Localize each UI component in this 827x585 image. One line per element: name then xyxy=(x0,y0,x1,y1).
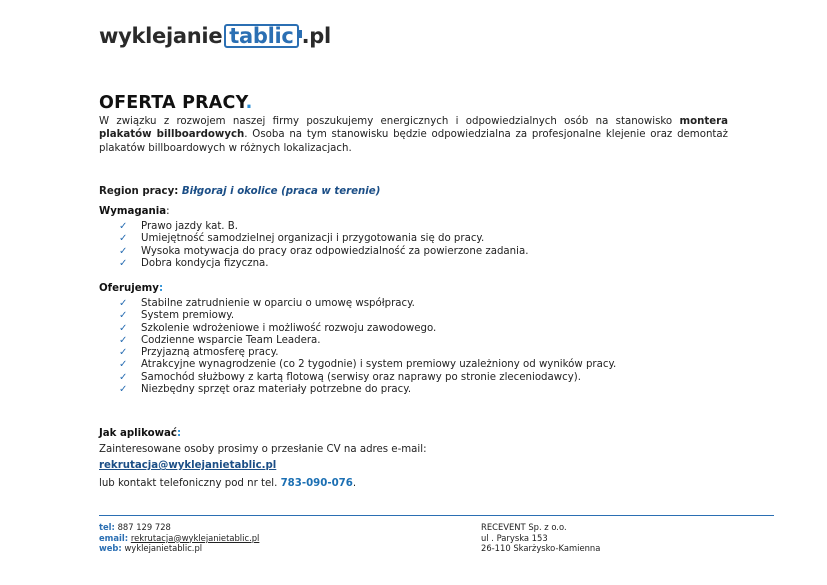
list-item-text: System premiowy. xyxy=(141,310,235,322)
footer-web-label: web: xyxy=(99,543,122,554)
offer-heading-colon: : xyxy=(158,283,164,294)
region-line xyxy=(99,186,380,197)
check-icon: ✓ xyxy=(119,298,128,309)
footer-city: 26-110 Skarżysko-Kamienna xyxy=(481,543,601,554)
list-item xyxy=(119,335,661,347)
footer-tel-row xyxy=(99,522,259,533)
intro-position-name: montera plakatów billboardowych xyxy=(99,116,728,141)
intro-paragraph xyxy=(99,115,728,155)
list-item-text: Samochód służbowy z kartą flotową (serwisy oraz naprawy po stronie zleceniodawcy). xyxy=(141,371,581,383)
recruitment-email-link[interactable]: rekrutacja@wyklejanietablic.pl xyxy=(99,460,277,471)
list-item-text: Wysoka motywacja do pracy oraz odpowiedzialność za powierzone zadania. xyxy=(141,245,529,257)
footer-email-row xyxy=(99,533,259,544)
list-item-text: Szkolenie wdrożeniowe i możliwość rozwoju zawodowego. xyxy=(141,322,437,334)
title-text: OFERTA PRACY xyxy=(99,93,246,113)
list-item-text: Codzienne wsparcie Team Leadera. xyxy=(141,334,321,346)
check-icon: ✓ xyxy=(119,334,128,346)
footer-address xyxy=(481,522,600,554)
footer-divider xyxy=(99,515,774,516)
list-item-text: Umiejętność samodzielnej organizacji i przygotowania się do pracy. xyxy=(141,233,485,245)
phone-number[interactable]: 783-090-076 xyxy=(280,478,353,489)
footer-tel-label: tel: xyxy=(99,522,115,532)
offer-heading xyxy=(99,283,163,294)
check-icon: ✓ xyxy=(119,245,128,257)
phone-suffix: . xyxy=(352,478,357,489)
list-item-text: Prawo jazdy kat. B. xyxy=(141,221,239,232)
phone-prefix: lub kontakt telefoniczny pod nr tel. xyxy=(99,478,281,489)
requirements-heading-colon: : xyxy=(166,206,170,217)
list-item-text: Przyjazną atmosferę pracy. xyxy=(141,347,279,359)
footer-contact xyxy=(99,522,259,554)
list-item xyxy=(119,221,528,233)
logo-text-wyklejanie: wyklejanie xyxy=(99,24,223,48)
check-icon: ✓ xyxy=(119,233,128,245)
list-item xyxy=(119,323,661,335)
list-item xyxy=(119,246,528,258)
footer-tel[interactable]: 887 129 728 xyxy=(117,522,171,532)
check-icon: ✓ xyxy=(119,221,128,232)
list-item-text: Dobra kondycja fizyczna. xyxy=(141,257,269,269)
apply-heading-colon: : xyxy=(176,428,182,439)
footer-company-name: RECEVENT Sp. z o.o. xyxy=(481,522,567,532)
company-logo xyxy=(99,22,331,50)
list-item xyxy=(119,384,661,396)
check-icon: ✓ xyxy=(119,257,128,269)
list-item xyxy=(119,233,528,245)
list-item xyxy=(119,359,661,371)
list-item xyxy=(119,372,661,384)
offer-list xyxy=(119,298,661,396)
list-item xyxy=(119,298,661,310)
apply-heading-text: Jak aplikować xyxy=(99,428,177,439)
page-title xyxy=(99,93,252,113)
apply-heading xyxy=(99,428,181,439)
check-icon: ✓ xyxy=(119,371,128,383)
requirements-heading xyxy=(99,206,170,217)
offer-heading-text: Oferujemy xyxy=(99,283,159,294)
title-dot: . xyxy=(245,93,253,113)
region-label: Region pracy: xyxy=(99,186,179,197)
check-icon: ✓ xyxy=(119,322,128,334)
footer-email-label: email: xyxy=(99,532,129,543)
check-icon: ✓ xyxy=(119,359,128,371)
apply-instruction: Zainteresowane osoby prosimy o przesłanie CV na adres e-mail: xyxy=(99,444,427,455)
logo-text-tablic: tablic xyxy=(224,24,298,48)
requirements-heading-text: Wymagania xyxy=(99,206,167,217)
list-item-text: Niezbędny sprzęt oraz materiały potrzebne do pracy. xyxy=(141,384,412,396)
phone-contact-line xyxy=(99,478,356,489)
footer-web[interactable]: wyklejanietablic.pl xyxy=(124,543,203,554)
logo-text-pl: .pl xyxy=(301,24,331,48)
requirements-list xyxy=(119,221,528,270)
intro-text-after: . Osoba na tym stanowisku będzie odpowiedzialna za profesjonalne klejenie oraz demontaż plakatów billboardowych w różnych lokalizacjach. xyxy=(99,129,728,154)
check-icon: ✓ xyxy=(119,384,128,396)
list-item xyxy=(119,310,661,322)
intro-text-before: W związku z rozwojem naszej firmy poszukujemy energicznych i odpowiedzialnych osób na stanowisko xyxy=(99,116,680,127)
list-item xyxy=(119,258,528,270)
footer-web-row xyxy=(99,543,259,554)
region-value: Biłgoraj i okolice (praca w terenie) xyxy=(181,186,381,197)
footer-street: ul . Paryska 153 xyxy=(481,532,548,543)
footer-email-link[interactable]: rekrutacja@wyklejanietablic.pl xyxy=(130,532,260,543)
list-item xyxy=(119,347,661,359)
list-item-text: Atrakcyjne wynagrodzenie (co 2 tygodnie) i system premiowy uzależniony od wyników pracy. xyxy=(141,359,617,371)
check-icon: ✓ xyxy=(119,310,128,322)
check-icon: ✓ xyxy=(119,347,128,359)
list-item-text: Stabilne zatrudnienie w oparciu o umowę współpracy. xyxy=(141,298,415,309)
